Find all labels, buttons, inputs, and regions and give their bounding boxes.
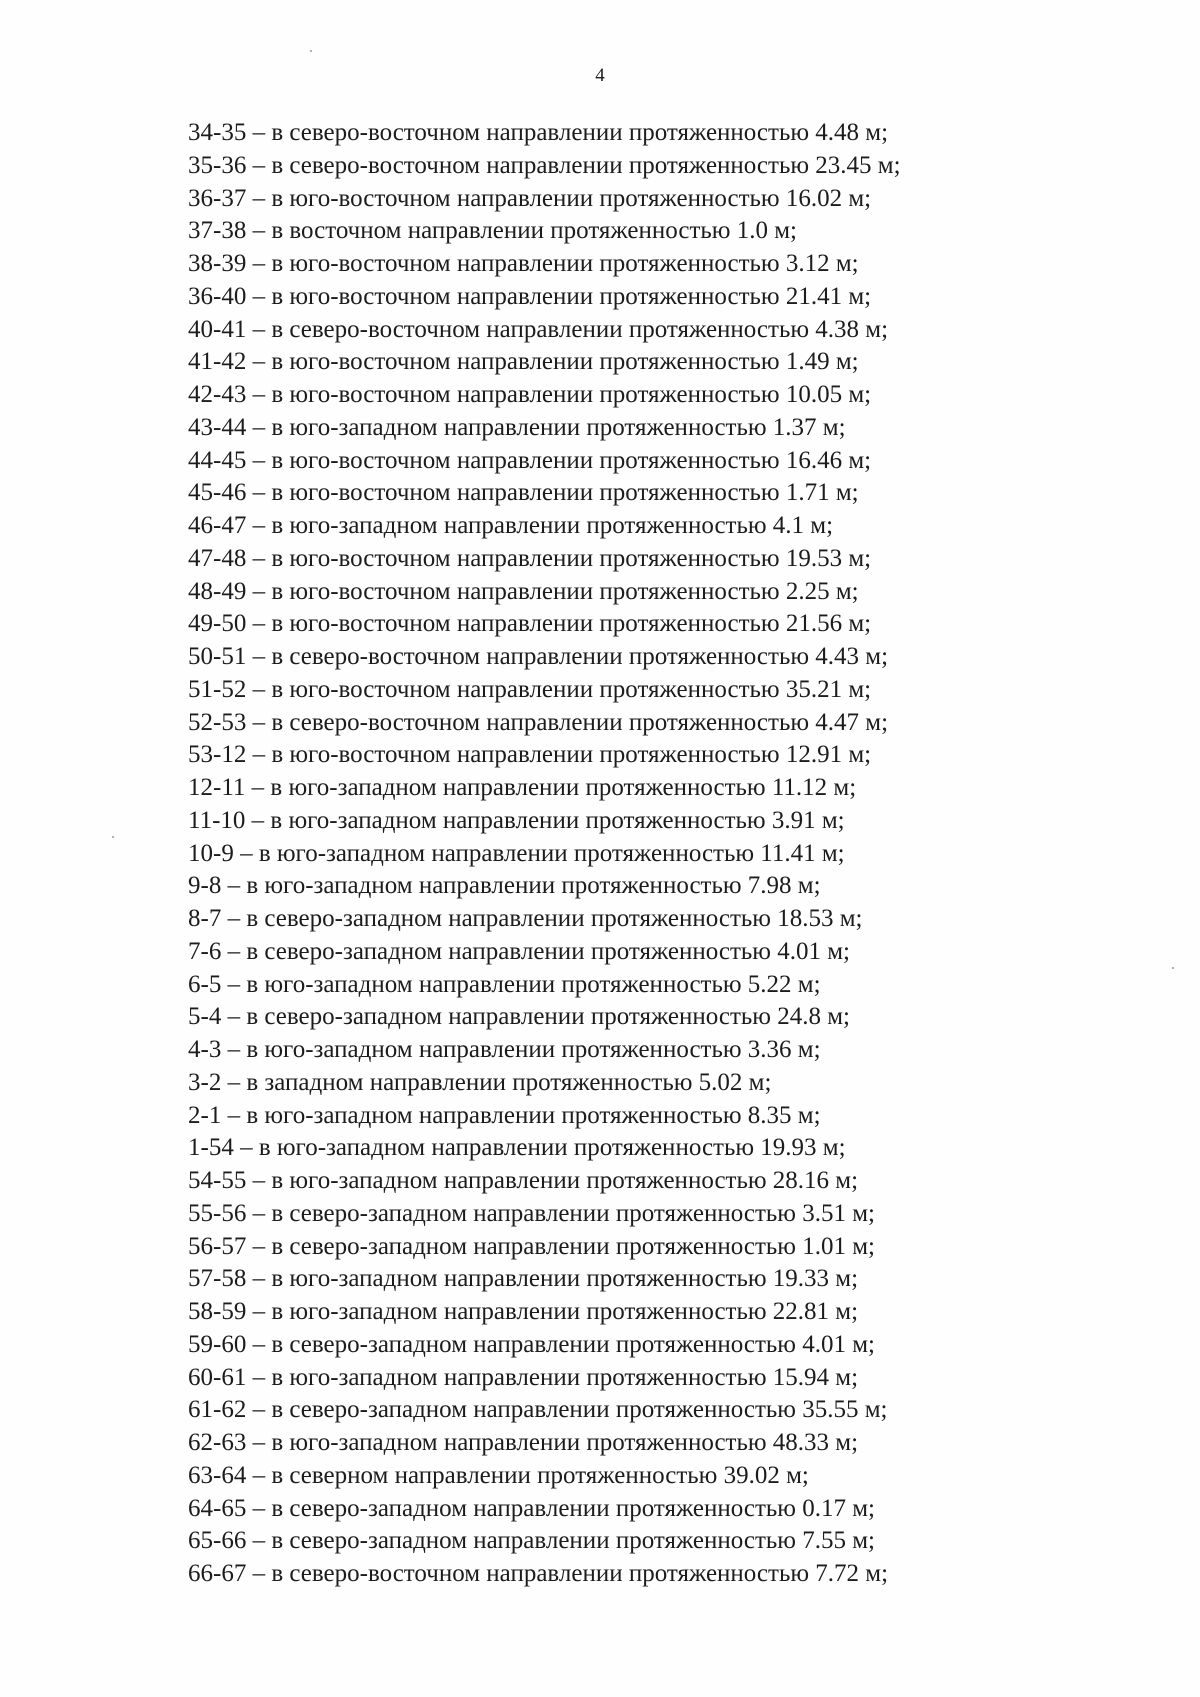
boundary-segment-line: 36-37 – в юго-восточном направлении протяженностью 16.02 м; bbox=[188, 184, 872, 212]
boundary-segment-line: 2-1 – в юго-западном направлении протяженностью 8.35 м; bbox=[188, 1101, 821, 1129]
page-number: 4 bbox=[595, 65, 605, 86]
boundary-segment-line: 43-44 – в юго-западном направлении протяженностью 1.37 м; bbox=[188, 413, 846, 441]
boundary-segment-line: 66-67 – в северо-восточном направлении протяженностью 7.72 м; bbox=[188, 1560, 889, 1587]
boundary-segment-line: 47-48 – в юго-восточном направлении протяженностью 19.53 м; bbox=[188, 544, 872, 572]
boundary-segment-line: 57-58 – в юго-западном направлении протяженностью 19.33 м; bbox=[188, 1265, 859, 1293]
boundary-segment-line: 4-3 – в юго-западном направлении протяженностью 3.36 м; bbox=[188, 1036, 821, 1063]
boundary-segment-line: 11-10 – в юго-западном направлении протяженностью 3.91 м; bbox=[188, 806, 845, 834]
boundary-segment-line: 37-38 – в восточном направлении протяженностью 1.0 м; bbox=[188, 217, 797, 245]
boundary-segment-line: 6-5 – в юго-западном направлении протяженностью 5.22 м; bbox=[188, 970, 821, 998]
boundary-segment-line: 3-2 – в западном направлении протяженностью 5.02 м; bbox=[188, 1068, 772, 1096]
boundary-segment-list bbox=[188, 117, 901, 1591]
boundary-segment-line: 50-51 – в северо-восточном направлении протяженностью 4.43 м; bbox=[188, 643, 889, 670]
boundary-segment-line: 35-36 – в северо-восточном направлении протяженностью 23.45 м; bbox=[188, 151, 901, 179]
boundary-segment-line: 55-56 – в северо-западном направлении протяженностью 3.51 м; bbox=[188, 1199, 875, 1227]
boundary-segment-line: 5-4 – в северо-западном направлении протяженностью 24.8 м; bbox=[188, 1003, 850, 1031]
boundary-segment-line: 60-61 – в юго-западном направлении протяженностью 15.94 м; bbox=[188, 1363, 859, 1391]
boundary-segment-line: 34-35 – в северо-восточном направлении протяженностью 4.48 м; bbox=[188, 119, 889, 146]
scan-speck bbox=[112, 836, 114, 838]
boundary-segment-line: 65-66 – в северо-западном направлении протяженностью 7.55 м; bbox=[188, 1527, 875, 1555]
boundary-segment-line: 44-45 – в юго-восточном направлении протяженностью 16.46 м; bbox=[188, 446, 872, 474]
boundary-segment-line: 53-12 – в юго-восточном направлении протяженностью 12.91 м; bbox=[188, 741, 872, 769]
scan-speck bbox=[1172, 967, 1174, 969]
boundary-segment-line: 1-54 – в юго-западном направлении протяженностью 19.93 м; bbox=[188, 1134, 846, 1162]
boundary-segment-line: 61-62 – в северо-западном направлении протяженностью 35.55 м; bbox=[188, 1396, 888, 1424]
boundary-segment-line: 52-53 – в северо-восточном направлении протяженностью 4.47 м; bbox=[188, 708, 889, 736]
boundary-segment-line: 41-42 – в юго-восточном направлении протяженностью 1.49 м; bbox=[188, 348, 859, 376]
boundary-segment-line: 7-6 – в северо-западном направлении протяженностью 4.01 м; bbox=[188, 937, 850, 965]
boundary-segment-line: 38-39 – в юго-восточном направлении протяженностью 3.12 м; bbox=[188, 250, 859, 277]
boundary-segment-line: 64-65 – в северо-западном направлении протяженностью 0.17 м; bbox=[188, 1494, 875, 1522]
boundary-segment-line: 56-57 – в северо-западном направлении протяженностью 1.01 м; bbox=[188, 1232, 875, 1260]
boundary-segment-line: 62-63 – в юго-западном направлении протяженностью 48.33 м; bbox=[188, 1429, 859, 1456]
boundary-segment-line: 45-46 – в юго-восточном направлении протяженностью 1.71 м; bbox=[188, 479, 859, 507]
boundary-segment-line: 12-11 – в юго-западном направлении протяженностью 11.12 м; bbox=[188, 774, 857, 801]
boundary-segment-line: 10-9 – в юго-западном направлении протяженностью 11.41 м; bbox=[188, 839, 845, 867]
boundary-segment-line: 59-60 – в северо-западном направлении протяженностью 4.01 м; bbox=[188, 1330, 875, 1358]
boundary-segment-line: 36-40 – в юго-восточном направлении протяженностью 21.41 м; bbox=[188, 282, 872, 310]
boundary-segment-line: 8-7 – в северо-западном направлении протяженностью 18.53 м; bbox=[188, 905, 863, 932]
boundary-segment-line: 40-41 – в северо-восточном направлении протяженностью 4.38 м; bbox=[188, 315, 889, 343]
boundary-segment-line: 58-59 – в юго-западном направлении протяженностью 22.81 м; bbox=[188, 1298, 859, 1325]
boundary-segment-line: 46-47 – в юго-западном направлении протяженностью 4.1 м; bbox=[188, 512, 834, 539]
boundary-segment-line: 54-55 – в юго-западном направлении протяженностью 28.16 м; bbox=[188, 1167, 859, 1194]
boundary-segment-line: 9-8 – в юго-западном направлении протяженностью 7.98 м; bbox=[188, 872, 821, 900]
boundary-segment-line: 63-64 – в северном направлении протяженностью 39.02 м; bbox=[188, 1461, 809, 1489]
scan-speck bbox=[310, 50, 312, 52]
boundary-segment-line: 49-50 – в юго-восточном направлении протяженностью 21.56 м; bbox=[188, 610, 872, 638]
boundary-segment-line: 42-43 – в юго-восточном направлении протяженностью 10.05 м; bbox=[188, 381, 872, 408]
boundary-segment-line: 51-52 – в юго-восточном направлении протяженностью 35.21 м; bbox=[188, 675, 872, 703]
boundary-segment-line: 48-49 – в юго-восточном направлении протяженностью 2.25 м; bbox=[188, 577, 859, 605]
